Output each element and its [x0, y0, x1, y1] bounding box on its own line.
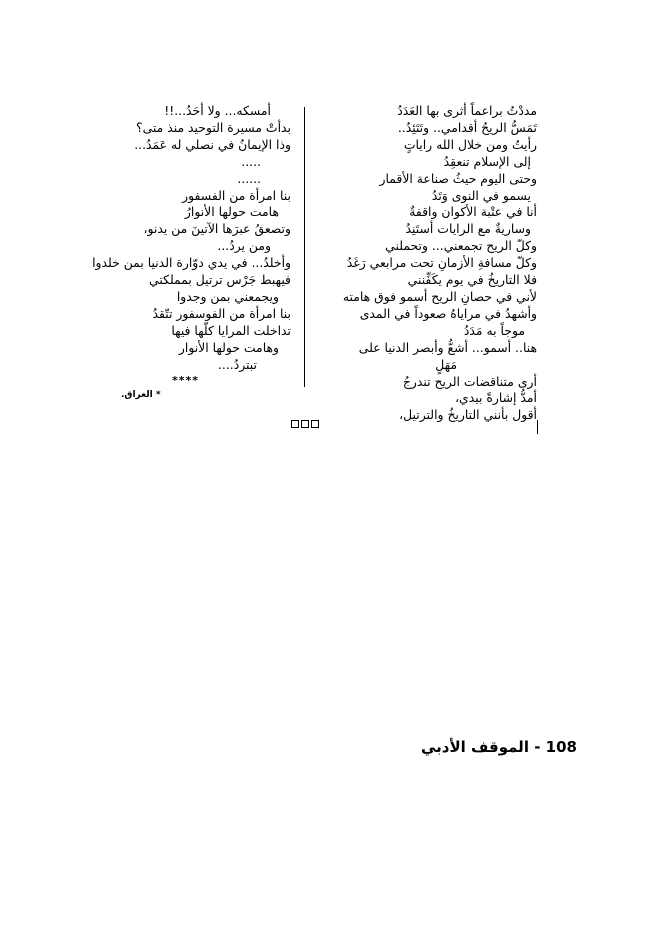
- poem-line: ومن يردُ...: [217, 238, 271, 254]
- poem-line: ......: [237, 170, 261, 186]
- magazine-name: الموقف الأدبي: [421, 738, 529, 756]
- author-note: * العراق.: [121, 390, 161, 400]
- poem-right-column: [337, 103, 537, 424]
- square-icon: [301, 420, 309, 428]
- poem-line: أنا في عتْبة الأكوان واقفةٌ: [409, 204, 537, 220]
- square-icon: [311, 420, 319, 428]
- poem-line: بنا امرأة من الفسفور: [182, 187, 291, 203]
- poem-line: مَهَلٍ: [435, 356, 457, 372]
- page-number: 108: [545, 738, 577, 756]
- poem-line: مددْتُ براعماً أثرى بها العَدَدُ: [397, 103, 537, 118]
- poem-line: هنا.. أسمو... أشعُّ وأبصر الدنيا على: [358, 339, 537, 355]
- poem-line: وكلّ مسافةِ الأزمانِ تحت مرابعي رَغَدُ: [346, 255, 537, 271]
- poem-line: أرى متناقضات الريح تندرجُ: [402, 373, 537, 389]
- poem-line: بنا امرأة من الفوسفور تتّقدُ: [152, 305, 291, 321]
- poem-line: أمدُّ إشارةً بيدي،: [455, 390, 537, 406]
- poem-line: هامت حولها الأنوارُ: [184, 204, 279, 220]
- column-divider-tick: [304, 283, 305, 297]
- poem-line: وحتى اليوم حيثُ صناعة الأقمار: [379, 170, 537, 186]
- poem-line: يسمو في النوى وَتَدُ: [431, 187, 531, 203]
- poem-line: فلا التاريخُ في يوم يكَفِّنني: [407, 272, 537, 288]
- poem-line: تبتردُ....: [217, 356, 257, 372]
- poem-line: تَمَسُّ الريحُ أقدامي.. وتَتَئِدُ..: [397, 119, 537, 135]
- poem-line: إلى الإسلام تنعقِدُ: [443, 153, 531, 169]
- poem-line: فيهبط جَرْس ترتيل بمملكتي: [149, 272, 291, 288]
- poem-line: أقول بأنني التاريخُ والترتيل،: [399, 407, 537, 423]
- poem-end-stars: ****: [172, 374, 200, 387]
- poem-line: وذا الإيمانُ في نصلي له عَمَدُ...: [134, 136, 291, 152]
- poem-line: ويجمعني بمن وجدوا: [176, 288, 279, 304]
- column-end-tick: [537, 420, 538, 434]
- poem-line: وهامت حولها الأنوار: [178, 339, 279, 355]
- poem-line: رأيتُ ومن خلال الله راياتٍ: [403, 136, 537, 152]
- column-divider: [304, 107, 305, 387]
- section-end-mark: [291, 420, 321, 431]
- poem-line: وكلّ الريح تجمعني... وتحملني: [385, 238, 537, 254]
- poem-line: تداخلت المرايا كلّها فيها: [171, 322, 291, 338]
- page-footer: [421, 738, 577, 756]
- poem-line: وتصعقُ عبرَها الآتينَ من يدنو،: [143, 221, 291, 237]
- poem-line: لأني في حصانِ الريح أسمو فوق هامته: [342, 288, 537, 304]
- poem-line: وساريةٌ مع الرايات أستَنِدُ: [405, 221, 531, 237]
- poem-line: .....: [241, 153, 261, 169]
- poem-line: أمسكه... ولا أحَدُ...!!: [164, 103, 271, 118]
- poem-line: بدأتْ مسيرة التوحيد منذ متى؟: [136, 119, 291, 135]
- poem-line: موجاً به مَدَدُ: [463, 322, 525, 338]
- footer-separator: -: [534, 738, 541, 756]
- poem-line: وأخلدُ... في يدي دوّارة الدنيا بمن خلدوا: [92, 255, 291, 271]
- square-icon: [291, 420, 299, 428]
- poem-line: وأشهدُ في مراياهُ صعوداً في المدى: [359, 305, 537, 321]
- poem-left-column: [92, 103, 291, 374]
